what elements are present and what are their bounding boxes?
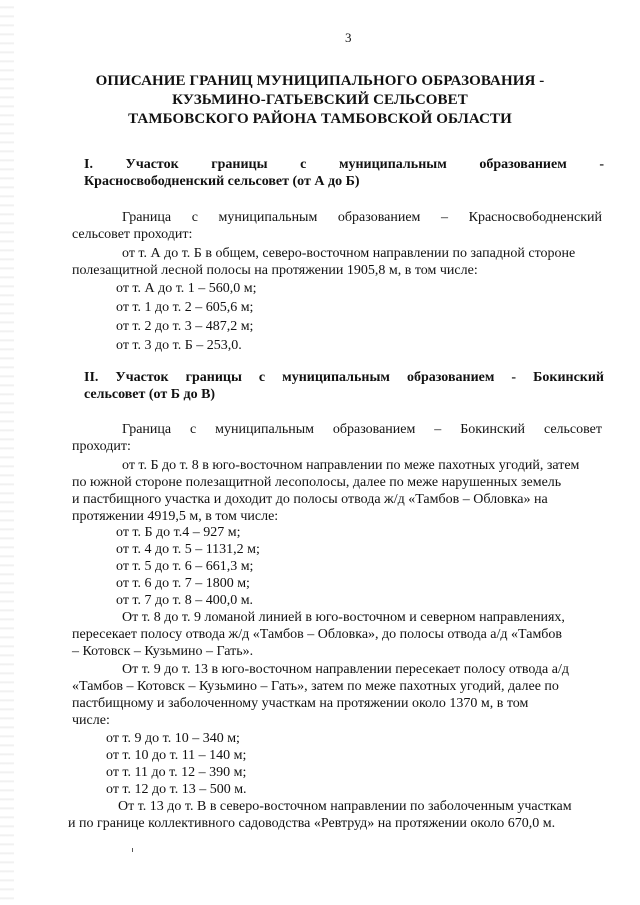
segment-item: от т. 4 до т. 5 – 1131,2 м; (116, 542, 260, 557)
paragraph-9-13 (72, 661, 602, 729)
paragraph-line: От т. 8 до т. 9 ломаной линией в юго-восточном и северном направлениях, (122, 610, 565, 625)
segment-item: от т. 11 до т. 12 – 390 м; (106, 765, 247, 780)
paragraph-line: числе: (72, 713, 110, 728)
segment-item: от т. 5 до т. 6 – 661,3 м; (116, 559, 254, 574)
heading-line: сельсовет (от Б до В) (84, 387, 216, 402)
paragraph-line: по южной стороне полезащитной лесополосы, далее по меже нарушенных земель (72, 475, 562, 490)
paragraph-line: и пастбищного участка и доходит до полосы отвода ж/д «Тамбов – Обловка» на (72, 492, 548, 507)
section-2-description (72, 457, 602, 525)
paragraph-8-9 (72, 609, 602, 660)
segment-item: от т. Б до т.4 – 927 м; (116, 525, 241, 540)
section-2-segments-a (72, 524, 602, 609)
heading-line: II. Участок границы с муниципальным образованием - Бокинский (84, 370, 604, 385)
segment-item: от т. 3 до т. Б – 253,0. (116, 338, 242, 353)
document-title (60, 72, 580, 129)
segment-item: от т. 1 до т. 2 – 605,6 м; (116, 300, 254, 315)
paragraph-line: полезащитной лесной полосы на протяжении 1905,8 м, в том числе: (72, 263, 478, 278)
paragraph-line: Граница с муниципальным образованием – Красносвободненский (122, 210, 602, 225)
paragraph-line: – Котовск – Кузьмино – Гать». (72, 644, 254, 659)
title-line: ТАМБОВСКОГО РАЙОНА ТАМБОВСКОЙ ОБЛАСТИ (128, 111, 512, 127)
paragraph-line: проходит: (72, 439, 131, 454)
segment-item: от т. 7 до т. 8 – 400,0 м. (116, 593, 254, 608)
paragraph-line: от т. Б до т. 8 в юго-восточном направлении по меже пахотных угодий, затем (122, 458, 580, 473)
section-1-heading (84, 156, 604, 190)
segment-item: от т. 10 до т. 11 – 140 м; (106, 748, 247, 763)
section-1-intro (72, 209, 602, 243)
scan-edge-artifact (0, 0, 14, 905)
paragraph-line: сельсовет проходит: (72, 227, 193, 242)
paragraph-13-v (68, 798, 604, 832)
paragraph-line: пересекает полосу отвода ж/д «Тамбов – Обловка», до полосы отвода а/д «Тамбов (72, 627, 563, 642)
paragraph-line: Граница с муниципальным образованием – Бокинский сельсовет (122, 422, 602, 437)
title-line: КУЗЬМИНО-ГАТЬЕВСКИЙ СЕЛЬСОВЕТ (172, 92, 468, 108)
paragraph-line: «Тамбов – Котовск – Кузьмино – Гать», затем по меже пахотных угодий, далее по (72, 679, 559, 694)
paragraph-line: протяжении 4919,5 м, в том числе: (72, 509, 279, 524)
section-2-intro (72, 421, 602, 455)
title-line: ОПИСАНИЕ ГРАНИЦ МУНИЦИПАЛЬНОГО ОБРАЗОВАНИЯ - (95, 73, 545, 89)
segment-item: от т. 9 до т. 10 – 340 м; (106, 731, 240, 746)
heading-line: I. Участок границы с муниципальным образованием - (84, 157, 604, 172)
segment-item: от т. 2 до т. 3 – 487,2 м; (116, 319, 254, 334)
heading-line: Красносвободненский сельсовет (от А до Б) (84, 174, 360, 189)
paragraph-line: От т. 9 до т. 13 в юго-восточном направлении пересекает полосу отвода а/д (122, 662, 569, 677)
section-1-segments (72, 279, 602, 355)
paragraph-line: пастбищному и заболоченному участкам на протяжении около 1370 м, в том (72, 696, 529, 711)
segment-item: от т. А до т. 1 – 560,0 м; (116, 281, 257, 296)
scan-mark (132, 848, 133, 852)
paragraph-line: От т. 13 до т. В в северо-восточном направлении по заболоченным участкам (118, 799, 572, 814)
page-number: 3 (345, 30, 352, 45)
section-1-description (72, 245, 602, 279)
section-2-heading (84, 369, 604, 403)
segment-item: от т. 6 до т. 7 – 1800 м; (116, 576, 250, 591)
paragraph-line: от т. А до т. Б в общем, северо-восточном направлении по западной стороне (122, 246, 576, 261)
paragraph-line: и по границе коллективного садоводства «Ревтруд» на протяжении около 670,0 м. (68, 816, 556, 831)
segment-item: от т. 12 до т. 13 – 500 м. (106, 782, 247, 797)
section-2-segments-b (72, 730, 602, 798)
